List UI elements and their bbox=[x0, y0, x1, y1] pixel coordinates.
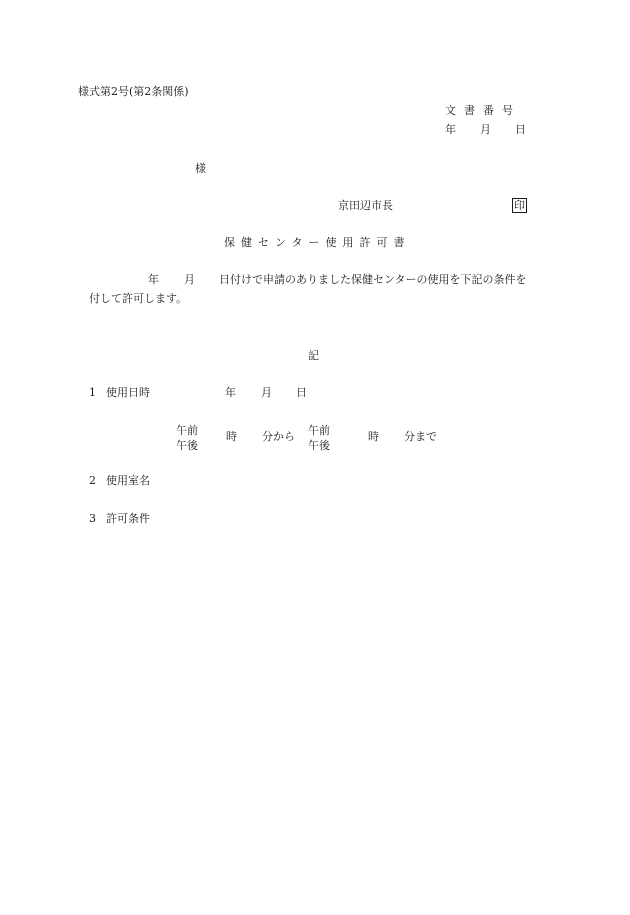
item1-month: 月 bbox=[261, 386, 272, 399]
item1-label: 使用日時 bbox=[106, 386, 150, 399]
item1-pm-label-end: 午後 bbox=[308, 439, 330, 452]
item1-pm-label: 午後 bbox=[176, 439, 198, 452]
item2-label: 使用室名 bbox=[106, 474, 150, 487]
item1-ampm-start bbox=[176, 423, 198, 453]
form-label: 様式第2号(第2条関係) bbox=[78, 85, 189, 98]
item1-hour-end: 時 bbox=[368, 430, 379, 443]
seal-mark: 印 bbox=[514, 199, 525, 212]
body-year: 年 bbox=[148, 273, 159, 286]
date-year: 年 bbox=[445, 123, 456, 136]
body-line2: 付して許可します。 bbox=[89, 292, 188, 305]
item1-day: 日 bbox=[296, 386, 307, 399]
document-title: 保健センター使用許可書 bbox=[224, 236, 411, 249]
ki-heading: 記 bbox=[308, 349, 319, 362]
item1-number: 1 bbox=[89, 386, 96, 399]
item1-year: 年 bbox=[225, 386, 236, 399]
item3-number: 3 bbox=[89, 512, 96, 525]
item1-ampm-end bbox=[308, 423, 330, 453]
body-month: 月 bbox=[184, 273, 195, 286]
item1-from: 分から bbox=[262, 430, 295, 443]
item1-until: 分まで bbox=[404, 430, 437, 443]
date-month: 月 bbox=[480, 123, 491, 136]
date-day: 日 bbox=[515, 123, 526, 136]
item2-number: 2 bbox=[89, 474, 96, 487]
item1-am-label: 午前 bbox=[176, 424, 198, 437]
document-number-label: 文書番号 bbox=[445, 104, 521, 117]
addressee-suffix: 様 bbox=[195, 162, 206, 175]
item3-label: 許可条件 bbox=[106, 512, 150, 525]
body-line1: 日付けで申請のありました保健センターの使用を下記の条件を bbox=[219, 273, 527, 286]
issuer-name: 京田辺市長 bbox=[338, 199, 393, 212]
item1-am-label-end: 午前 bbox=[308, 424, 330, 437]
item1-hour-start: 時 bbox=[226, 430, 237, 443]
